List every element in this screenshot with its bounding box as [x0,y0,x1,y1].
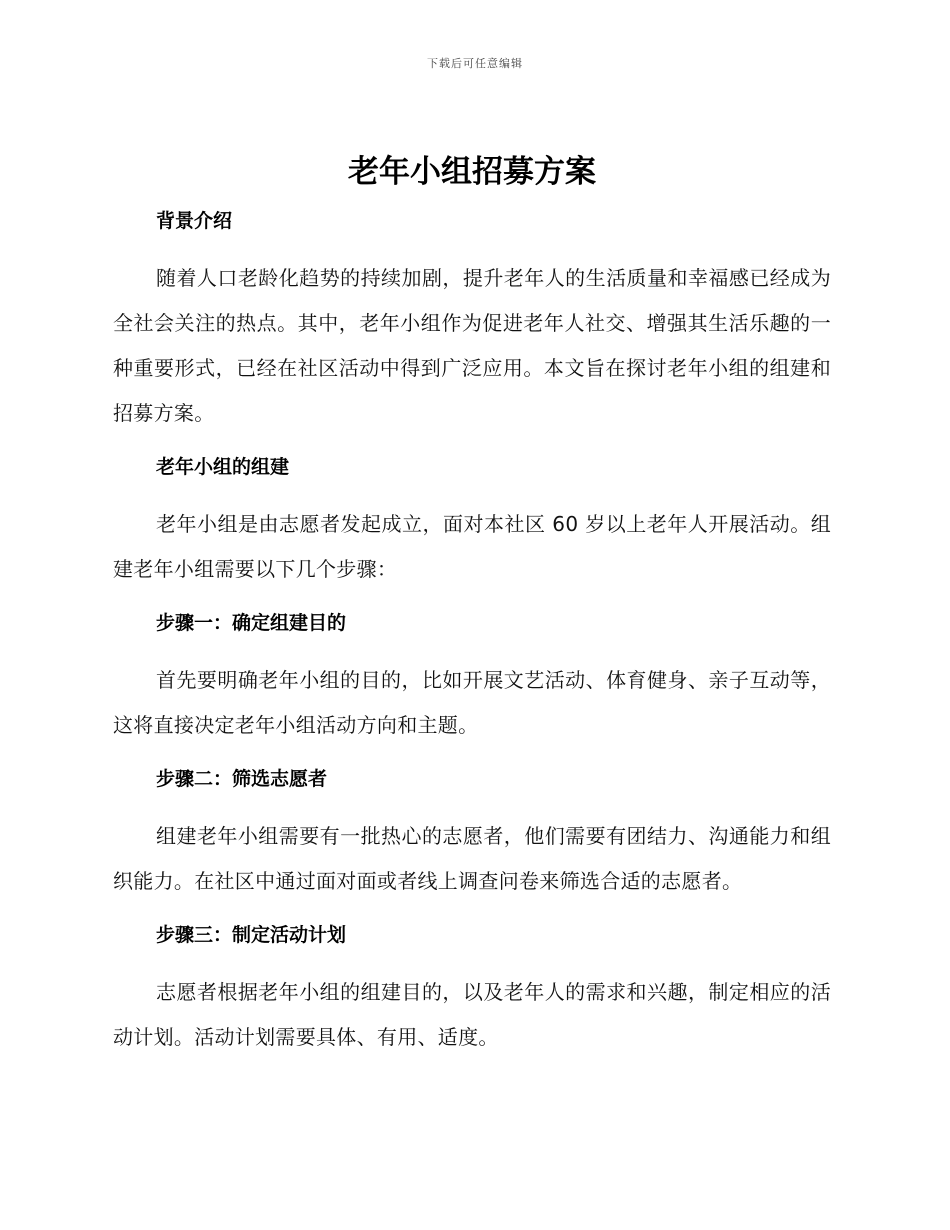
section-heading-background: 背景介绍 [156,210,233,232]
document-content [113,150,831,1060]
paragraph-background: 随着人口老龄化趋势的持续加剧，提升老年人的生活质量和幸福感已经成为全社会关注的热点。其中，老年小组作为促进老年人社交、增强其生活乐趣的一种重要形式，已经在社区活动中得到广泛应用。本文旨在探讨老年小组的组建和招募方案。 [113,266,831,425]
paragraph-formation: 老年小组是由志愿者发起成立，面对本社区 60 岁以上老年人开展活动。组建老年小组需要以下几个步骤： [113,512,831,581]
header-note: 下载后可任意编辑 [427,57,523,70]
section-heading-step1: 步骤一：确定组建目的 [156,612,347,634]
section-heading-step2: 步骤二：筛选志愿者 [156,768,328,790]
section-heading-formation: 老年小组的组建 [156,456,290,478]
paragraph-step1: 首先要明确老年小组的目的，比如开展文艺活动、体育健身、亲子互动等，这将直接决定老年小组活动方向和主题。 [113,668,831,737]
paragraph-step3: 志愿者根据老年小组的组建目的，以及老年人的需求和兴趣，制定相应的活动计划。活动计划需要具体、有用、适度。 [113,980,831,1049]
paragraph-step2: 组建老年小组需要有一批热心的志愿者，他们需要有团结力、沟通能力和组织能力。在社区中通过面对面或者线上调查问卷来筛选合适的志愿者。 [113,824,831,893]
document-title: 老年小组招募方案 [348,154,596,190]
section-heading-step3: 步骤三：制定活动计划 [156,924,347,946]
